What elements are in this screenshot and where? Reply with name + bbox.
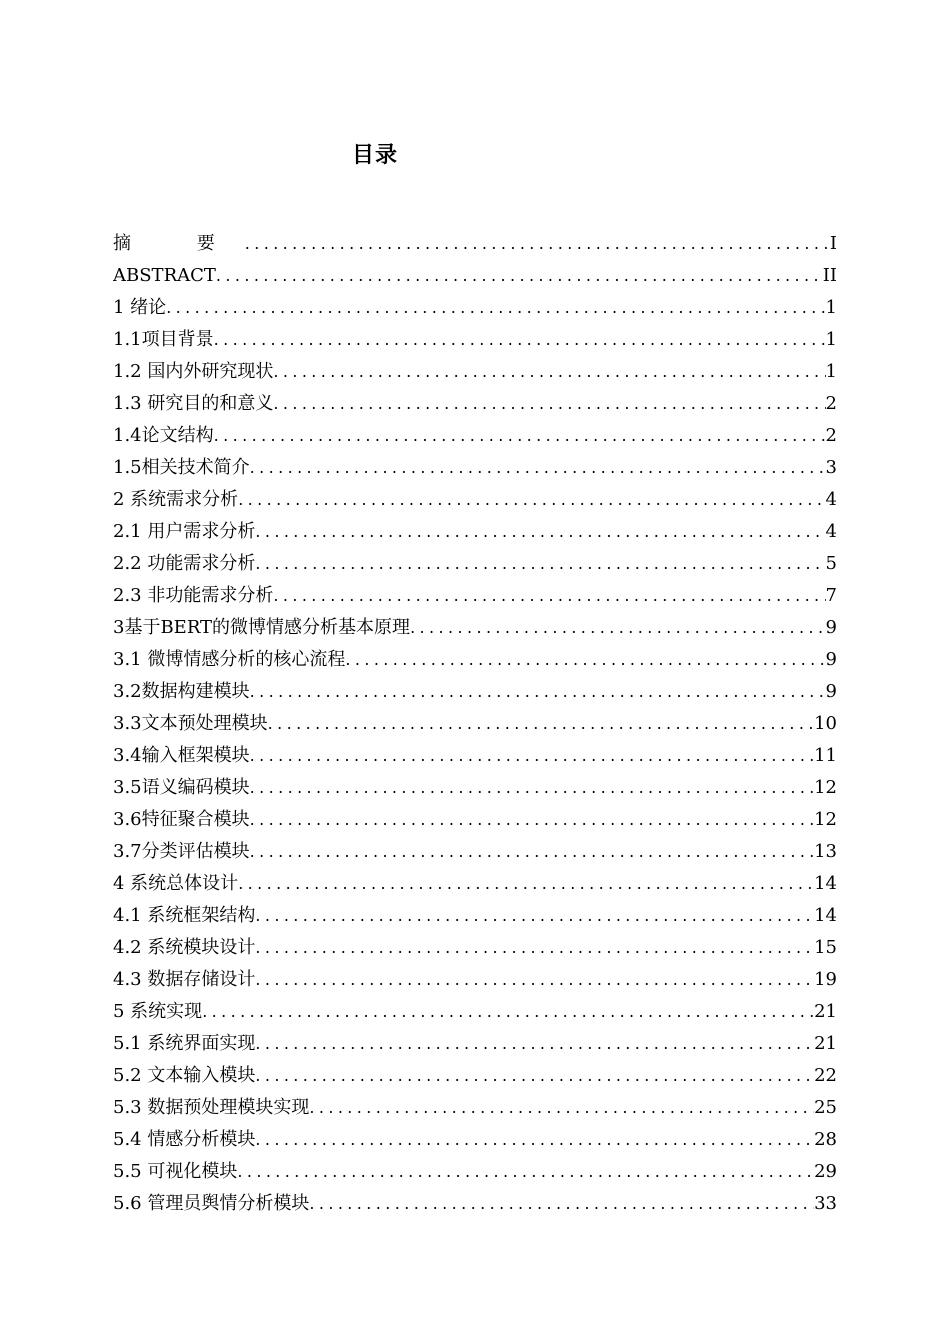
toc-dot-leader bbox=[255, 964, 814, 996]
toc-dot-leader bbox=[250, 452, 826, 484]
toc-entry[interactable] bbox=[113, 452, 837, 484]
toc-entry[interactable] bbox=[113, 1156, 837, 1188]
toc-entry[interactable] bbox=[113, 1092, 837, 1124]
toc-entry-page-number: 10 bbox=[814, 713, 837, 734]
toc-entry-label: 2 系统需求分析 bbox=[113, 489, 239, 510]
toc-entry-label: 1.5相关技术简介 bbox=[113, 457, 250, 478]
toc-dot-leader bbox=[255, 932, 814, 964]
toc-dot-leader bbox=[410, 612, 825, 644]
toc-entry-label: 4.3 数据存储设计 bbox=[113, 969, 256, 990]
toc-entry-label: 1.1项目背景 bbox=[113, 329, 214, 350]
toc-dot-leader bbox=[255, 1028, 814, 1060]
toc-entry[interactable] bbox=[113, 356, 837, 388]
toc-dot-leader bbox=[216, 260, 823, 292]
toc-title: 目录 bbox=[351, 143, 398, 168]
toc-entry[interactable] bbox=[113, 612, 837, 644]
toc-dot-leader bbox=[255, 1124, 814, 1156]
toc-entry-page-number: II bbox=[822, 265, 837, 286]
toc-entry[interactable] bbox=[113, 580, 837, 612]
toc-entry-page-number: 29 bbox=[814, 1161, 837, 1182]
toc-entry[interactable] bbox=[113, 420, 837, 452]
toc-dot-leader bbox=[202, 996, 814, 1028]
toc-entry-page-number: 19 bbox=[814, 969, 837, 990]
toc-dot-leader bbox=[166, 292, 825, 324]
toc-entry-page-number: 33 bbox=[814, 1193, 837, 1214]
toc-entry-page-number: 21 bbox=[814, 1001, 837, 1022]
toc-dot-leader bbox=[309, 1188, 814, 1220]
toc-dot-leader bbox=[245, 228, 830, 260]
toc-entry[interactable] bbox=[113, 1124, 837, 1156]
toc-entry-page-number: 2 bbox=[825, 425, 837, 446]
toc-entry-label: 5.6 管理员舆情分析模块 bbox=[113, 1193, 310, 1214]
toc-dot-leader bbox=[255, 900, 814, 932]
toc-entry-label: 1.4论文结构 bbox=[113, 425, 214, 446]
toc-dot-leader bbox=[238, 484, 825, 516]
toc-entry[interactable] bbox=[113, 804, 837, 836]
toc-entry-page-number: 4 bbox=[825, 521, 837, 542]
toc-entry-label: 3.5语义编码模块 bbox=[113, 777, 250, 798]
toc-entry-label: 3.4输入框架模块 bbox=[113, 745, 250, 766]
toc-dot-leader bbox=[309, 1092, 814, 1124]
toc-entry-page-number: I bbox=[829, 233, 837, 254]
toc-entry-page-number: 12 bbox=[814, 809, 837, 830]
toc-dot-leader bbox=[273, 388, 825, 420]
toc-dot-leader bbox=[250, 804, 814, 836]
toc-dot-leader bbox=[273, 356, 825, 388]
toc-entry[interactable] bbox=[113, 228, 837, 260]
toc-entry-page-number: 9 bbox=[825, 617, 837, 638]
toc-entry[interactable] bbox=[113, 996, 837, 1028]
toc-entry-page-number: 21 bbox=[814, 1033, 837, 1054]
toc-dot-leader bbox=[345, 644, 825, 676]
toc-entry[interactable] bbox=[113, 1028, 837, 1060]
toc-entry-label: 3.1 微博情感分析的核心流程 bbox=[113, 649, 346, 670]
toc-entry-page-number: 1 bbox=[825, 297, 837, 318]
toc-entry[interactable] bbox=[113, 260, 837, 292]
toc-entry-page-number: 3 bbox=[825, 457, 837, 478]
toc-dot-leader bbox=[255, 516, 825, 548]
toc-entry-label: 3基于BERT的微博情感分析基本原理 bbox=[113, 617, 411, 638]
toc-entry[interactable] bbox=[113, 772, 837, 804]
toc-entry[interactable] bbox=[113, 964, 837, 996]
toc-entry-label: 2.3 非功能需求分析 bbox=[113, 585, 274, 606]
toc-dot-leader bbox=[268, 708, 814, 740]
toc-dot-leader bbox=[255, 1060, 814, 1092]
toc-dot-leader bbox=[250, 740, 814, 772]
toc-dot-leader bbox=[250, 772, 814, 804]
toc-entry-page-number: 2 bbox=[825, 393, 837, 414]
toc-dot-leader bbox=[250, 836, 814, 868]
toc-entry[interactable] bbox=[113, 836, 837, 868]
toc-entry[interactable] bbox=[113, 932, 837, 964]
toc-entry[interactable] bbox=[113, 1060, 837, 1092]
toc-entry[interactable] bbox=[113, 868, 837, 900]
toc-entry[interactable] bbox=[113, 1188, 837, 1220]
toc-entry-label: ABSTRACT bbox=[113, 265, 216, 286]
toc-entry-label: 5.2 文本输入模块 bbox=[113, 1065, 256, 1086]
toc-entry[interactable] bbox=[113, 548, 837, 580]
toc-entry-label: 5.4 情感分析模块 bbox=[113, 1129, 256, 1150]
toc-entry-label: 1.2 国内外研究现状 bbox=[113, 361, 274, 382]
toc-entry-page-number: 1 bbox=[825, 329, 837, 350]
toc-entry-label: 3.2数据构建模块 bbox=[113, 681, 250, 702]
toc-entry-label: 4.2 系统模块设计 bbox=[113, 937, 256, 958]
toc-entry-label: 4.1 系统框架结构 bbox=[113, 905, 256, 926]
toc-entry-page-number: 4 bbox=[825, 489, 837, 510]
toc-entry-page-number: 14 bbox=[814, 873, 837, 894]
toc-entry-page-number: 25 bbox=[814, 1097, 837, 1118]
toc-entry-label: 3.6特征聚合模块 bbox=[113, 809, 250, 830]
toc-dot-leader bbox=[238, 868, 814, 900]
toc-dot-leader bbox=[214, 324, 826, 356]
toc-entry[interactable] bbox=[113, 388, 837, 420]
toc-dot-leader bbox=[237, 1156, 814, 1188]
toc-entry[interactable] bbox=[113, 644, 837, 676]
toc-entry-label: 4 系统总体设计 bbox=[113, 873, 239, 894]
toc-entry[interactable] bbox=[113, 740, 837, 772]
toc-entry-label: 2.2 功能需求分析 bbox=[113, 553, 256, 574]
toc-entry-page-number: 11 bbox=[814, 745, 837, 766]
toc-entry-label: 1.3 研究目的和意义 bbox=[113, 393, 274, 414]
toc-entry-label: 2.1 用户需求分析 bbox=[113, 521, 256, 542]
toc-entry-page-number: 12 bbox=[814, 777, 837, 798]
toc-entry-label: 5 系统实现 bbox=[113, 1001, 203, 1022]
toc-entry[interactable] bbox=[113, 292, 837, 324]
toc-entry-label: 3.3文本预处理模块 bbox=[113, 713, 268, 734]
toc-entry-page-number: 1 bbox=[825, 361, 837, 382]
toc-entry-page-number: 13 bbox=[814, 841, 837, 862]
toc-dot-leader bbox=[250, 676, 826, 708]
toc-entry-page-number: 22 bbox=[814, 1065, 837, 1086]
toc-entry-label: 摘 要 bbox=[113, 233, 245, 254]
toc-entry-label: 3.7分类评估模块 bbox=[113, 841, 250, 862]
toc-entry-page-number: 9 bbox=[825, 681, 837, 702]
toc-entry[interactable] bbox=[113, 484, 837, 516]
toc-entry-page-number: 28 bbox=[814, 1129, 837, 1150]
toc-entry-page-number: 15 bbox=[814, 937, 837, 958]
toc-entry-page-number: 9 bbox=[825, 649, 837, 670]
toc-entry[interactable] bbox=[113, 324, 837, 356]
toc-dot-leader bbox=[273, 580, 825, 612]
toc-entry-label: 5.3 数据预处理模块实现 bbox=[113, 1097, 310, 1118]
toc-entry[interactable] bbox=[113, 516, 837, 548]
toc-dot-leader bbox=[214, 420, 826, 452]
toc-list bbox=[113, 228, 837, 1220]
toc-entry-label: 5.1 系统界面实现 bbox=[113, 1033, 256, 1054]
toc-entry-label: 5.5 可视化模块 bbox=[113, 1161, 238, 1182]
toc-entry[interactable] bbox=[113, 708, 837, 740]
toc-dot-leader bbox=[255, 548, 825, 580]
toc-entry[interactable] bbox=[113, 900, 837, 932]
toc-entry-page-number: 5 bbox=[825, 553, 837, 574]
toc-entry[interactable] bbox=[113, 676, 837, 708]
toc-entry-page-number: 14 bbox=[814, 905, 837, 926]
toc-entry-label: 1 绪论 bbox=[113, 297, 167, 318]
toc-entry-page-number: 7 bbox=[825, 585, 837, 606]
